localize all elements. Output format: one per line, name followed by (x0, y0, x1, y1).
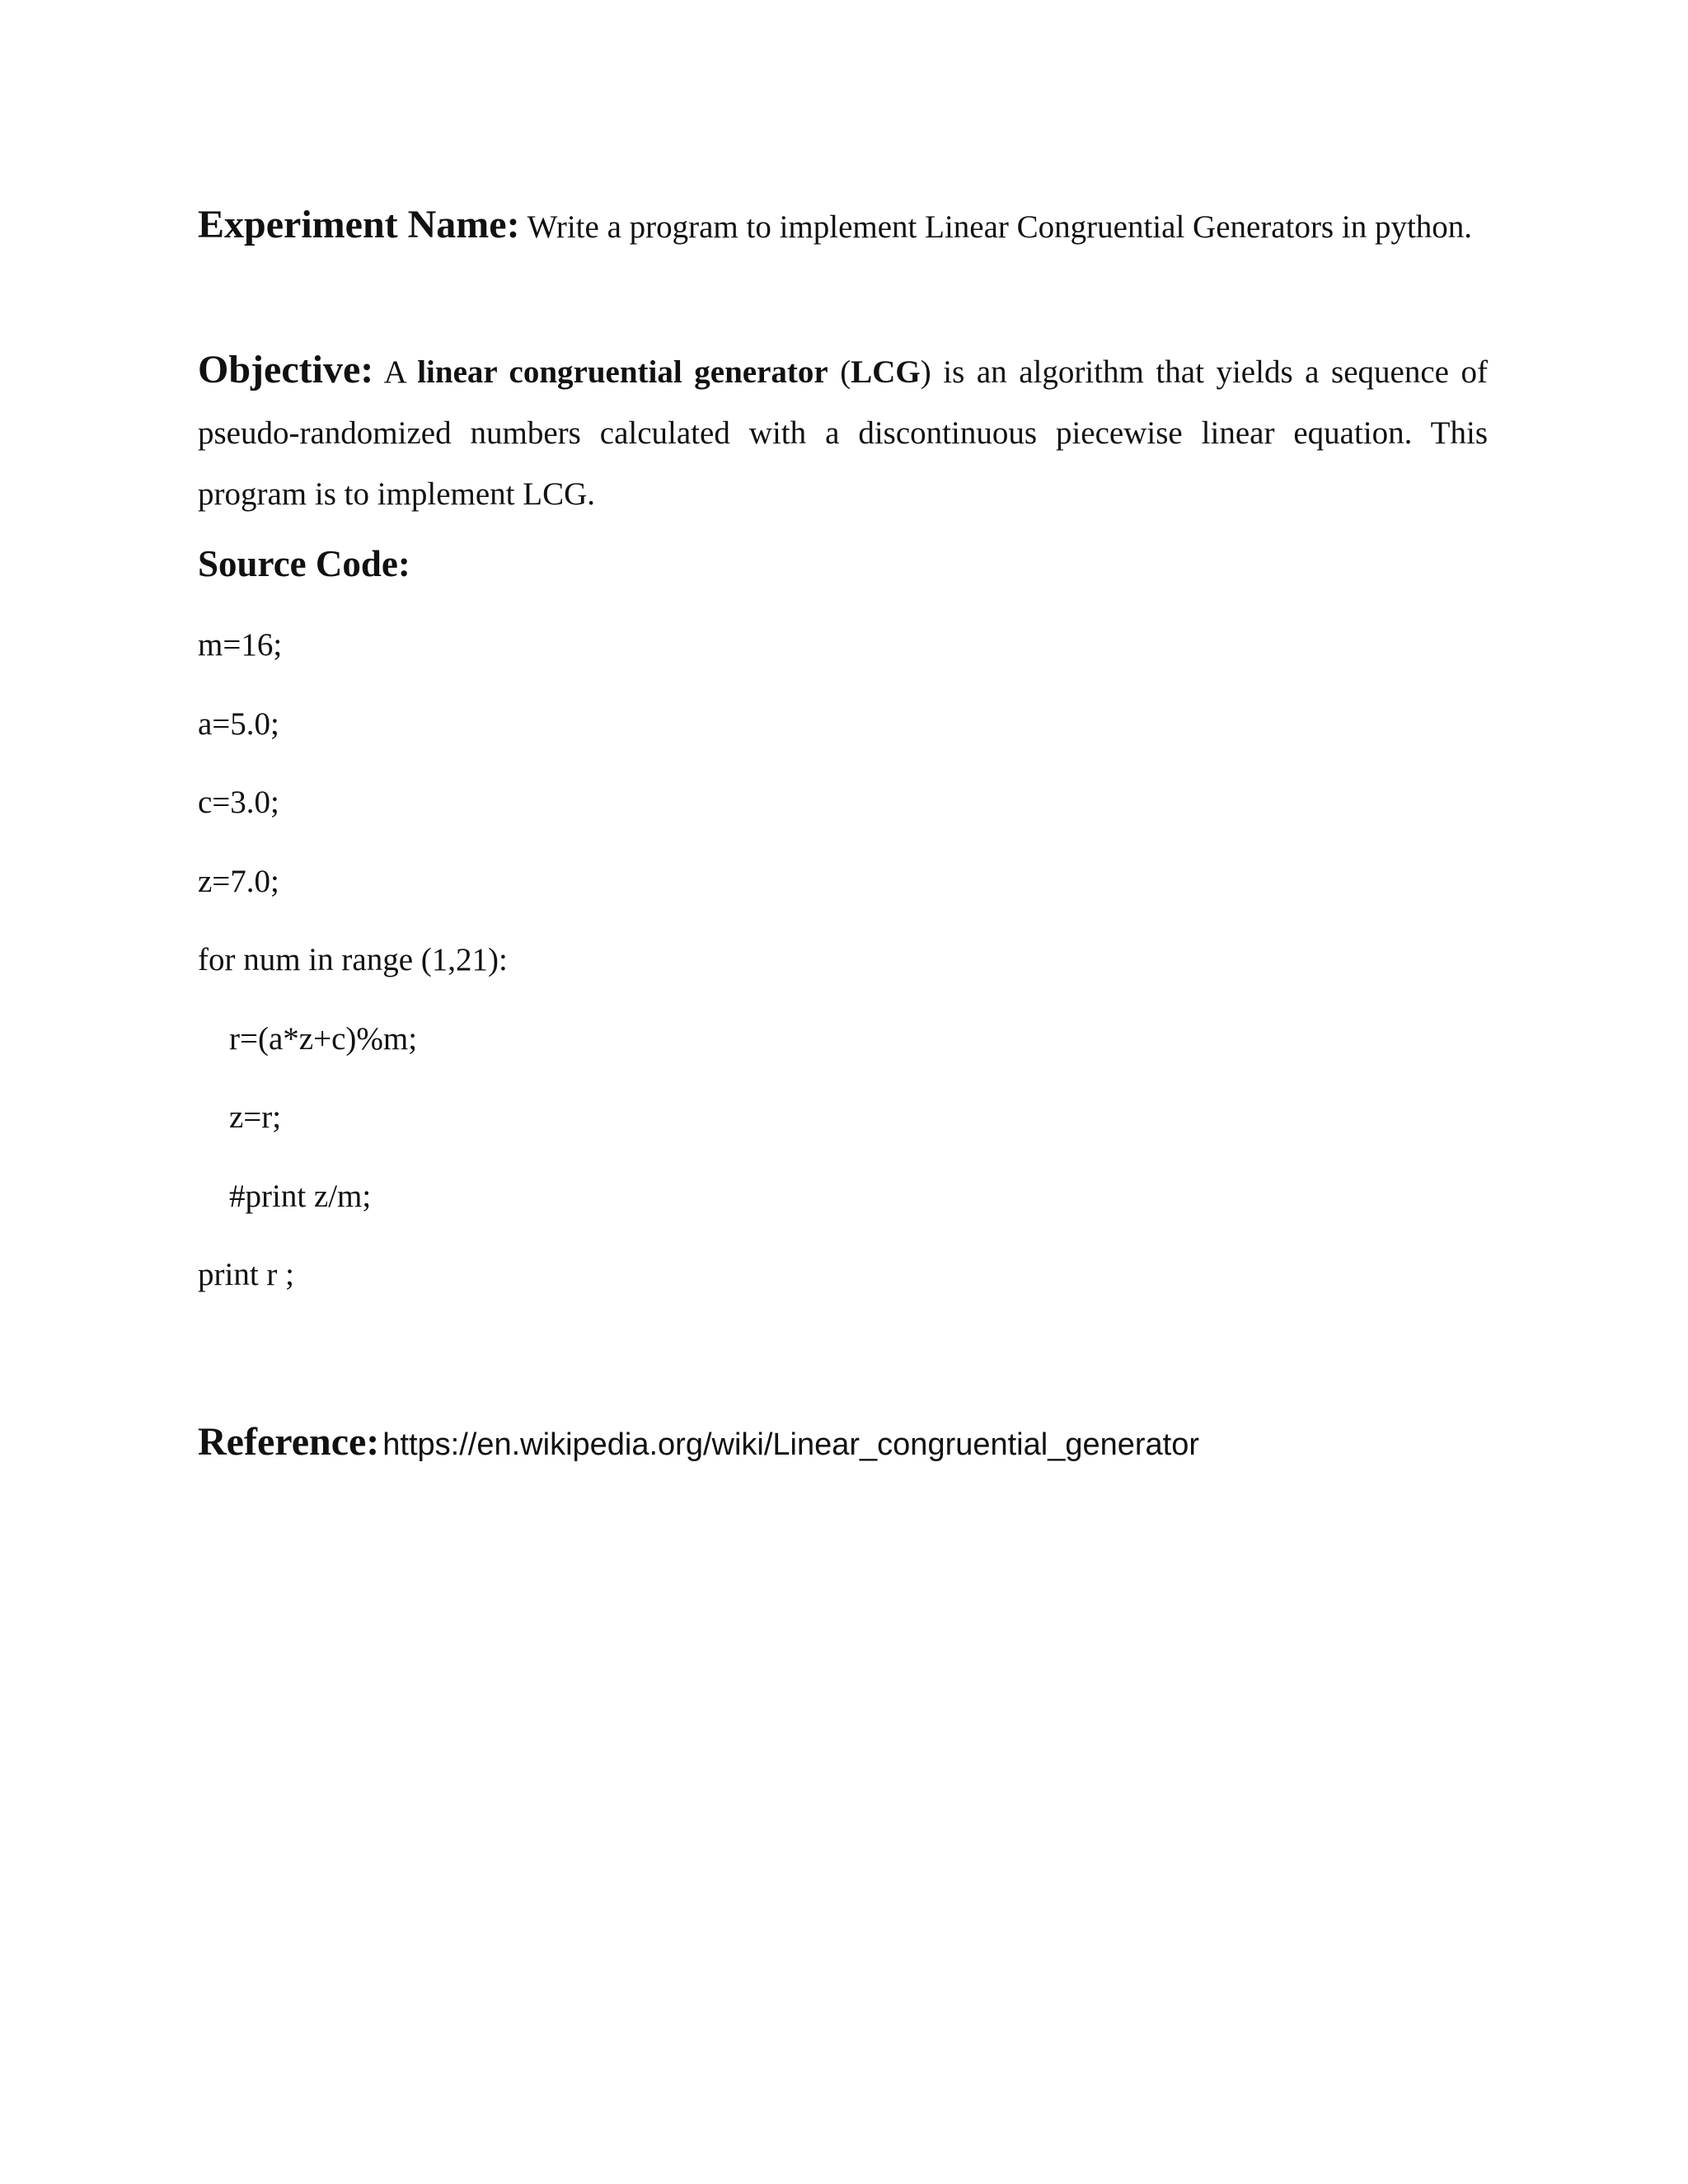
objective-paragraph (198, 340, 1488, 525)
code-line-7: z=r; (229, 1099, 282, 1135)
objective-text-start: A (383, 354, 406, 390)
code-line-4: z=7.0; (198, 864, 279, 899)
experiment-name-text: Write a program to implement Linear Congruential Generators in python. (527, 209, 1473, 245)
code-line-1: m=16; (198, 627, 283, 663)
objective-abbr-open: ( (840, 354, 851, 390)
objective-text-rest: ) is an algorithm that yields a sequence of pseudo-randomized numbers calculated with a discontinuous piecewise linear equation. This program is to implement LCG. (198, 354, 1489, 512)
code-line-5: for num in range (1,21): (198, 942, 508, 977)
objective-abbr: LCG (851, 354, 921, 390)
code-line-9: print r ; (198, 1257, 294, 1292)
reference-paragraph (198, 1419, 1199, 1465)
objective-term: linear congruential generator (417, 354, 828, 390)
experiment-name-paragraph (198, 194, 1488, 258)
code-line-2: a=5.0; (198, 706, 279, 742)
code-line-3: c=3.0; (198, 785, 279, 820)
objective-label: Objective: (198, 348, 374, 391)
code-line-6: r=(a*z+c)%m; (229, 1021, 418, 1057)
code-line-8: #print z/m; (229, 1179, 372, 1214)
source-code-heading: Source Code: (198, 543, 410, 584)
reference-url: https://en.wikipedia.org/wiki/Linear_congruential_generator (382, 1427, 1200, 1462)
experiment-name-label: Experiment Name: (198, 203, 520, 246)
reference-label: Reference: (198, 1420, 380, 1464)
